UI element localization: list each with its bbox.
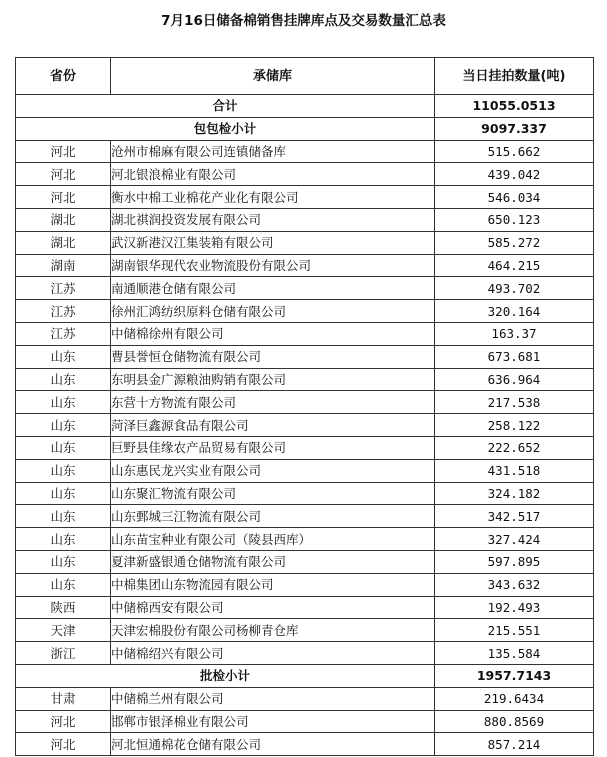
table-row: [16, 391, 594, 414]
quantity-cell: 222.652: [435, 436, 594, 459]
warehouse-cell: 天津宏棉股份有限公司杨柳青仓库: [111, 619, 435, 642]
table-row: [16, 254, 594, 277]
province-cell: 江苏: [16, 322, 111, 345]
province-cell: 山东: [16, 391, 111, 414]
province-cell: 山东: [16, 368, 111, 391]
province-cell: 山东: [16, 414, 111, 437]
province-cell: 山东: [16, 573, 111, 596]
table-body: [16, 95, 594, 756]
page-title: 7月16日储备棉销售挂牌库点及交易数量汇总表: [161, 13, 446, 29]
warehouse-cell: 河北恒通棉花仓储有限公司: [111, 733, 435, 756]
quantity-cell: 215.551: [435, 619, 594, 642]
quantity-cell: 597.895: [435, 550, 594, 573]
quantity-cell: 546.034: [435, 186, 594, 209]
quantity-cell: 320.164: [435, 300, 594, 323]
province-cell: 山东: [16, 505, 111, 528]
quantity-cell: 673.681: [435, 345, 594, 368]
province-cell: 陕西: [16, 596, 111, 619]
warehouse-cell: 山东鄄城三江物流有限公司: [111, 505, 435, 528]
table-header-row: [16, 58, 594, 95]
quantity-cell: 219.6434: [435, 687, 594, 710]
table-row: [16, 459, 594, 482]
province-cell: 甘肃: [16, 687, 111, 710]
province-cell: 山东: [16, 345, 111, 368]
table-row: [16, 573, 594, 596]
province-cell: 江苏: [16, 300, 111, 323]
header-quantity: 当日挂拍数量(吨): [435, 58, 594, 95]
quantity-cell: 880.8569: [435, 710, 594, 733]
province-cell: 山东: [16, 459, 111, 482]
province-cell: 浙江: [16, 642, 111, 665]
warehouse-cell: 南通顺港仓储有限公司: [111, 277, 435, 300]
warehouse-cell: 中储棉兰州有限公司: [111, 687, 435, 710]
province-cell: 山东: [16, 550, 111, 573]
warehouse-cell: 巨野县佳缘农产品贸易有限公司: [111, 436, 435, 459]
table-row: [16, 414, 594, 437]
province-cell: 山东: [16, 482, 111, 505]
table-row: [16, 482, 594, 505]
warehouse-cell: 菏泽巨鑫源食品有限公司: [111, 414, 435, 437]
table-row: [16, 163, 594, 186]
province-cell: 湖北: [16, 231, 111, 254]
table-row: [16, 436, 594, 459]
province-cell: 天津: [16, 619, 111, 642]
subtotal-value: 11055.0513: [435, 95, 594, 118]
quantity-cell: 857.214: [435, 733, 594, 756]
province-cell: 河北: [16, 733, 111, 756]
warehouse-cell: 山东苗宝种业有限公司（陵县西库）: [111, 528, 435, 551]
quantity-cell: 342.517: [435, 505, 594, 528]
table-row: [16, 596, 594, 619]
quantity-cell: 327.424: [435, 528, 594, 551]
quantity-cell: 217.538: [435, 391, 594, 414]
table-row: [16, 208, 594, 231]
quantity-cell: 324.182: [435, 482, 594, 505]
quantity-cell: 343.632: [435, 573, 594, 596]
warehouse-cell: 东明县金广源粮油购销有限公司: [111, 368, 435, 391]
warehouse-cell: 湖南银华现代农业物流股份有限公司: [111, 254, 435, 277]
table-row: [16, 687, 594, 710]
warehouse-cell: 邯郸市银泽棉业有限公司: [111, 710, 435, 733]
header-warehouse: 承储库: [111, 58, 435, 95]
quantity-cell: 258.122: [435, 414, 594, 437]
subtotal-row: [16, 95, 594, 118]
warehouse-cell: 河北银浪棉业有限公司: [111, 163, 435, 186]
table-row: [16, 231, 594, 254]
warehouse-cell: 山东聚汇物流有限公司: [111, 482, 435, 505]
table-row: [16, 733, 594, 756]
province-cell: 山东: [16, 528, 111, 551]
warehouse-cell: 湖北祺润投资发展有限公司: [111, 208, 435, 231]
table-row: [16, 300, 594, 323]
table-row: [16, 642, 594, 665]
warehouse-cell: 中储棉徐州有限公司: [111, 322, 435, 345]
subtotal-value: 9097.337: [435, 117, 594, 140]
table-row: [16, 345, 594, 368]
warehouse-cell: 衡水中棉工业棉花产业化有限公司: [111, 186, 435, 209]
warehouse-cell: 中储棉西安有限公司: [111, 596, 435, 619]
province-cell: 湖南: [16, 254, 111, 277]
subtotal-label: 批检小计: [16, 664, 435, 687]
province-cell: 江苏: [16, 277, 111, 300]
quantity-cell: 431.518: [435, 459, 594, 482]
warehouse-cell: 山东惠民龙兴实业有限公司: [111, 459, 435, 482]
table-row: [16, 322, 594, 345]
province-cell: 河北: [16, 710, 111, 733]
quantity-cell: 585.272: [435, 231, 594, 254]
warehouse-cell: 曹县誉恒仓储物流有限公司: [111, 345, 435, 368]
province-cell: 河北: [16, 163, 111, 186]
quantity-cell: 439.042: [435, 163, 594, 186]
header-province: 省份: [16, 58, 111, 95]
quantity-cell: 636.964: [435, 368, 594, 391]
quantity-cell: 163.37: [435, 322, 594, 345]
subtotal-value: 1957.7143: [435, 664, 594, 687]
warehouse-cell: 夏津新盛银通仓储物流有限公司: [111, 550, 435, 573]
province-cell: 湖北: [16, 208, 111, 231]
quantity-cell: 135.584: [435, 642, 594, 665]
province-cell: 河北: [16, 186, 111, 209]
table-row: [16, 528, 594, 551]
table-row: [16, 505, 594, 528]
subtotal-row: [16, 664, 594, 687]
quantity-cell: 515.662: [435, 140, 594, 163]
warehouse-cell: 徐州汇鸿纺织原料仓储有限公司: [111, 300, 435, 323]
warehouse-cell: 东营十方物流有限公司: [111, 391, 435, 414]
quantity-cell: 650.123: [435, 208, 594, 231]
table-row: [16, 140, 594, 163]
subtotal-label: 包包检小计: [16, 117, 435, 140]
quantity-cell: 192.493: [435, 596, 594, 619]
warehouse-cell: 中储棉绍兴有限公司: [111, 642, 435, 665]
table-row: [16, 368, 594, 391]
table-row: [16, 710, 594, 733]
warehouse-cell: 武汉新港汉江集装箱有限公司: [111, 231, 435, 254]
table-row: [16, 277, 594, 300]
subtotal-row: [16, 117, 594, 140]
warehouse-cell: 沧州市棉麻有限公司连镇储备库: [111, 140, 435, 163]
table-row: [16, 619, 594, 642]
quantity-cell: 464.215: [435, 254, 594, 277]
table-row: [16, 550, 594, 573]
quantity-cell: 493.702: [435, 277, 594, 300]
subtotal-label: 合计: [16, 95, 435, 118]
province-cell: 山东: [16, 436, 111, 459]
table-row: [16, 186, 594, 209]
province-cell: 河北: [16, 140, 111, 163]
warehouse-cell: 中棉集团山东物流园有限公司: [111, 573, 435, 596]
summary-table: [15, 57, 594, 756]
